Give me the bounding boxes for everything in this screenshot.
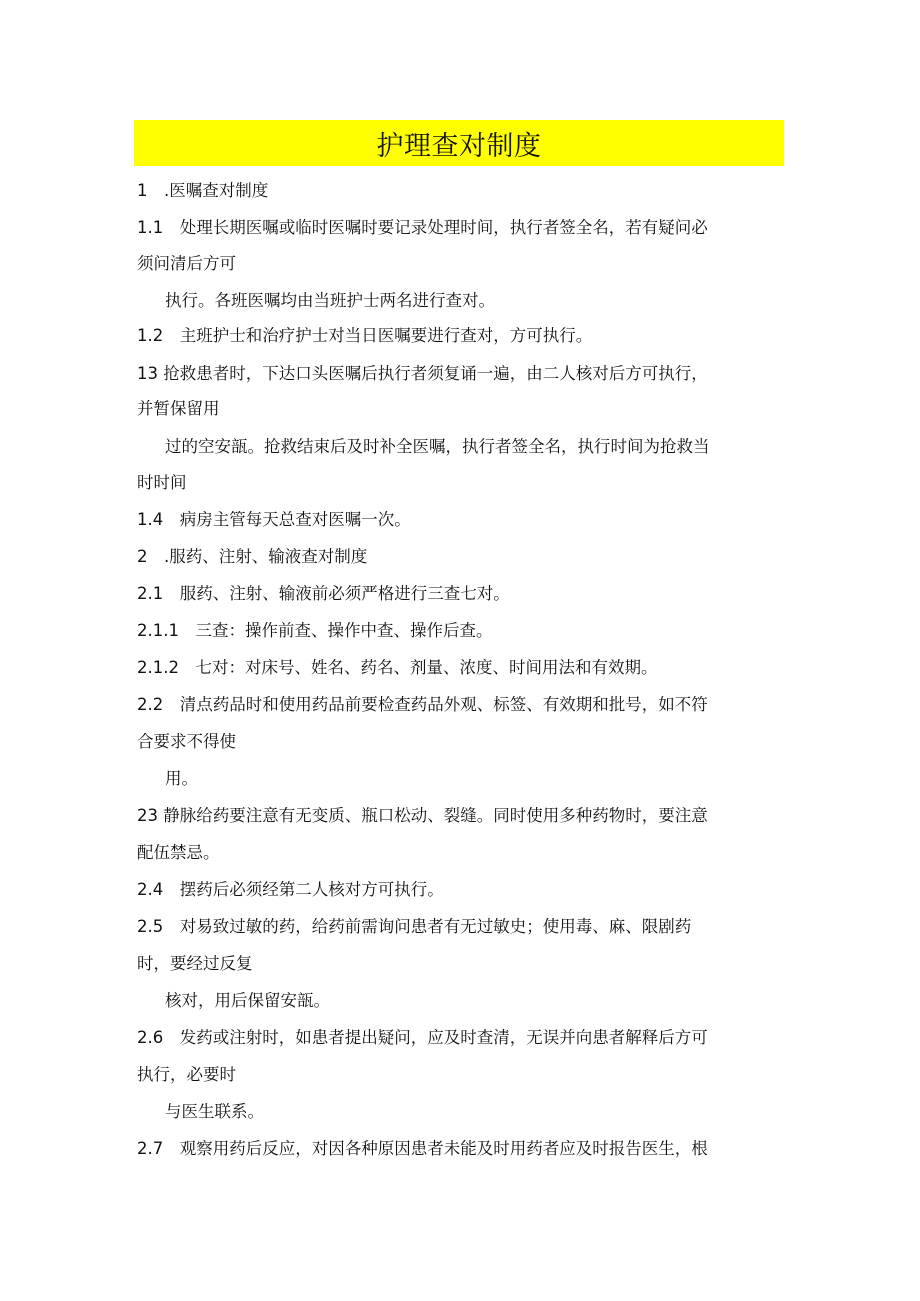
paragraph-1-3-line-3: 过的空安瓿。抢救结束后及时补全医嘱，执行者签全名，执行时间为抢救当 bbox=[165, 437, 710, 456]
paragraph-2-4: 2.4 摆药后必须经第二人核对方可执行。 bbox=[137, 880, 444, 899]
paragraph-2-2-line-3: 用。 bbox=[165, 769, 198, 788]
paragraph-1-3-line-4: 时时间 bbox=[137, 473, 187, 492]
paragraph-2-1-1: 2.1.1 三查：操作前查、操作中查、操作后查。 bbox=[137, 621, 493, 640]
paragraph-2-5-line-2: 时，要经过反复 bbox=[137, 954, 253, 973]
paragraph-2-2-line-2: 合要求不得使 bbox=[137, 732, 236, 751]
paragraph-2-7-line-1: 2.7 观察用药后反应，对因各种原因患者未能及时用药者应及时报告医生，根 bbox=[137, 1139, 708, 1158]
paragraph-2-1-2: 2.1.2 七对：对床号、姓名、药名、剂量、浓度、时间用法和有效期。 bbox=[137, 658, 658, 677]
paragraph-1-4: 1.4 病房主管每天总查对医嘱一次。 bbox=[137, 510, 411, 529]
document-title: 护理查对制度 bbox=[134, 120, 784, 166]
paragraph-1-1-line-2: 须问清后方可 bbox=[137, 254, 236, 273]
paragraph-2-6-line-3: 与医生联系。 bbox=[165, 1102, 264, 1121]
paragraph-2-2-line-1: 2.2 清点药品时和使用药品前要检查药品外观、标签、有效期和批号，如不符 bbox=[137, 695, 708, 714]
paragraph-1-3-line-2: 并暂保留用 bbox=[137, 399, 220, 418]
heading-2: 2 .服药、注射、输液查对制度 bbox=[137, 547, 368, 566]
paragraph-2-5-line-1: 2.5 对易致过敏的药，给药前需询问患者有无过敏史；使用毒、麻、限剧药 bbox=[137, 917, 692, 936]
paragraph-2-6-line-1: 2.6 发药或注射时，如患者提出疑问，应及时查清，无误并向患者解释后方可 bbox=[137, 1028, 708, 1047]
paragraph-2-6-line-2: 执行，必要时 bbox=[137, 1065, 236, 1084]
paragraph-1-1-line-1: 1.1 处理长期医嘱或临时医嘱时要记录处理时间，执行者签全名，若有疑问必 bbox=[137, 218, 708, 237]
paragraph-1-2: 1.2 主班护士和治疗护士对当日医嘱要进行查对，方可执行。 bbox=[137, 326, 593, 345]
paragraph-1-1-line-3: 执行。各班医嘱均由当班护士两名进行查对。 bbox=[165, 291, 495, 310]
heading-1: 1 .医嘱查对制度 bbox=[137, 181, 269, 200]
paragraph-2-3-line-2: 配伍禁忌。 bbox=[137, 843, 220, 862]
paragraph-2-1: 2.1 服药、注射、输液前必须严格进行三查七对。 bbox=[137, 584, 510, 603]
paragraph-2-5-line-3: 核对，用后保留安瓿。 bbox=[165, 991, 330, 1010]
paragraph-1-3-line-1: 13 抢救患者时，下达口头医嘱后执行者须复诵一遍，由二人核对后方可执行， bbox=[137, 364, 708, 383]
paragraph-2-3-line-1: 23 静脉给药要注意有无变质、瓶口松动、裂缝。同时使用多种药物时，要注意 bbox=[137, 806, 708, 825]
